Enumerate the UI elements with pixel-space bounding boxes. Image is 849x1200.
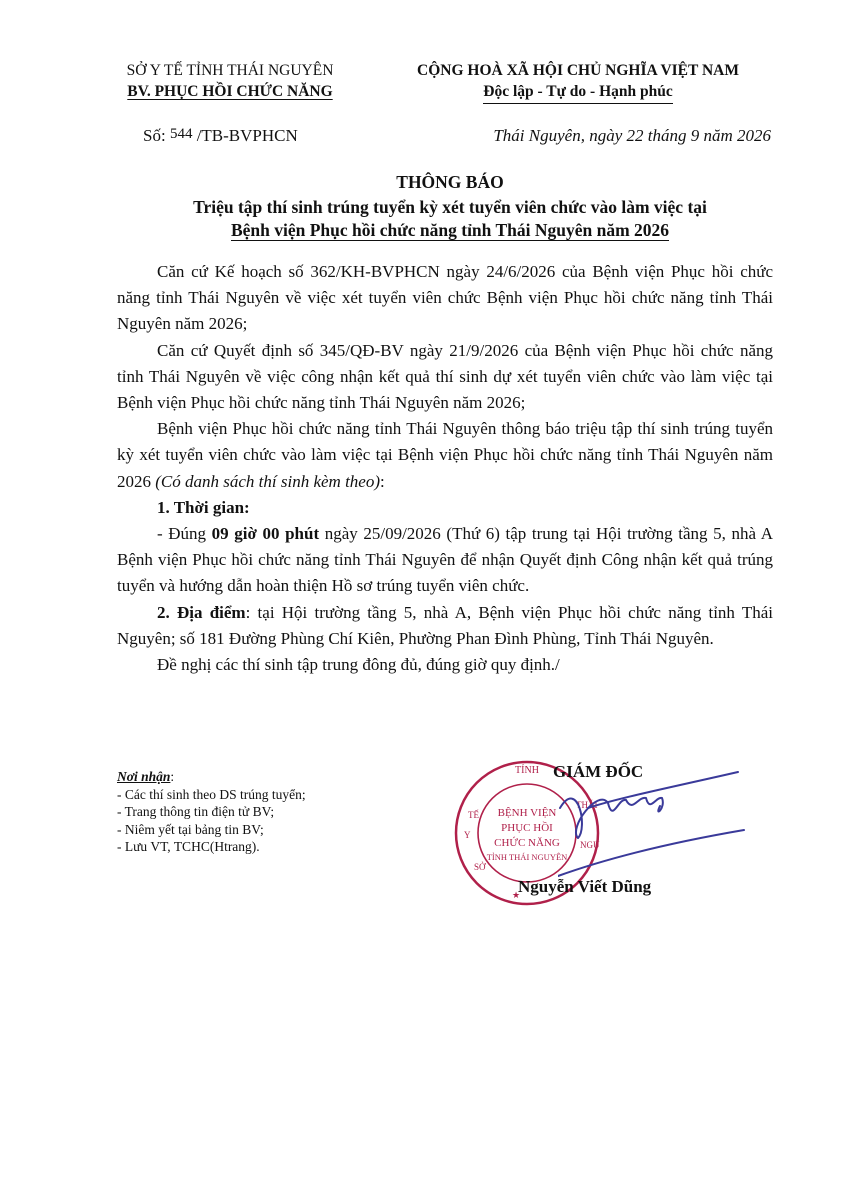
issuing-organization	[96, 60, 364, 102]
svg-text:TỈNH THÁI NGUYÊN: TỈNH THÁI NGUYÊN	[486, 852, 568, 862]
signer-title: GIÁM ĐỐC	[553, 762, 644, 781]
svg-text:★: ★	[512, 890, 521, 900]
legal-basis-1: Căn cứ Kế hoạch số 362/KH-BVPHCN ngày 24/6/2026 của Bệnh viện Phục hồi chức năng tỉnh Thái Nguyên về việc xét tuyển viên chức Bệnh viện Phục hồi chức năng tỉnh Thái Nguyên năm 2026;	[117, 262, 773, 334]
document-date: Thái Nguyên, ngày 22 tháng 9 năm 2026	[493, 126, 771, 145]
national-motto: Độc lập - Tự do - Hạnh phúc	[483, 81, 672, 104]
document-number-value: 544	[169, 126, 193, 142]
signer-name: Nguyễn Viết Dũng	[518, 877, 652, 896]
svg-text:CHỨC NĂNG: CHỨC NĂNG	[494, 837, 560, 849]
org-parent: SỞ Y TẾ TỈNH THÁI NGUYÊN	[126, 62, 334, 79]
svg-text:TẾ: TẾ	[468, 810, 479, 820]
closing-sentence: Đề nghị các thí sinh tập trung đông đủ, đúng giờ quy định./	[157, 655, 560, 675]
signature-icon	[558, 768, 748, 878]
legal-basis-2: Căn cứ Quyết định số 345/QĐ-BV ngày 21/9/2026 của Bệnh viện Phục hồi chức năng tỉnh Thái Nguyên về việc công nhận kết quả thí sinh dự xét tuyển viên chức vào làm việc tại Bệnh viện Phục hồi chức năng tỉnh Thái Nguyên năm 2026;	[117, 340, 773, 413]
national-header	[384, 60, 772, 104]
recipients-label: Nơi nhận	[117, 769, 171, 784]
document-subtitle: Triệu tập thí sinh trúng tuyển kỳ xét tuyển viên chức vào làm việc tại Bệnh viện Phục hồi chức năng tỉnh Thái Nguyên năm 2026	[193, 197, 707, 240]
svg-text:BỆNH VIỆN: BỆNH VIỆN	[497, 807, 557, 819]
document-body	[117, 259, 773, 678]
country-name: CỘNG HOÀ XÃ HỘI CHỦ NGHĨA VIỆT NAM	[417, 62, 739, 79]
svg-text:TỈNH: TỈNH	[515, 765, 539, 776]
section-time-heading: 1. Thời gian:	[157, 497, 250, 517]
svg-text:THÁI: THÁI	[576, 800, 598, 810]
recipients-block: Nơi nhận: - Các thí sinh theo DS trúng tuyển; - Trang thông tin điện tử BV; - Niêm yết tại bảng tin BV; - Lưu VT, TCHC(Htrang).	[117, 768, 437, 856]
svg-text:SỞ: SỞ	[474, 862, 486, 872]
svg-text:PHỤC HỒI: PHỤC HỒI	[501, 822, 553, 834]
document-title: THÔNG BÁO	[396, 172, 504, 192]
announcement-paragraph: Bệnh viện Phục hồi chức năng tỉnh Thái Nguyên thông báo triệu tập thí sinh trúng tuyển kỳ xét tuyển viên chức vào làm việc tại Bệnh viện Phục hồi chức năng tỉnh Thái Nguyên năm 2026 (Có danh sách thí sinh kèm theo):	[117, 419, 773, 491]
section-time-text: - Đúng 09 giờ 00 phút ngày 25/09/2026 (Thứ 6) tập trung tại Hội trường tầng 5, nhà A Bệnh viện Phục hồi chức năng tỉnh Thái Nguyên để nhận Quyết định Công nhận kết quả trúng tuyển và hướng dẫn hoàn thiện Hồ sơ trúng tuyển viên chức.	[117, 524, 773, 596]
svg-text:Y: Y	[464, 830, 471, 840]
document-number: Số: 544 /TB-BVPHCN	[143, 126, 298, 145]
org-name: BV. PHỤC HỒI CHỨC NĂNG	[127, 83, 333, 100]
recipient-item: - Các thí sinh theo DS trúng tuyển;	[117, 786, 306, 802]
recipient-item: - Trang thông tin điện tử BV;	[117, 804, 275, 819]
svg-text:NGU: NGU	[580, 840, 600, 850]
recipient-item: - Niêm yết tại bảng tin BV;	[117, 821, 264, 837]
section-location: 2. Địa điểm: tại Hội trường tầng 5, nhà A, Bệnh viện Phục hồi chức năng tỉnh Thái Nguyên; số 181 Đường Phùng Chí Kiên, Phường Phan Đình Phùng, Tỉnh Thái Nguyên.	[117, 602, 773, 648]
recipient-item: - Lưu VT, TCHC(Htrang).	[117, 839, 260, 854]
